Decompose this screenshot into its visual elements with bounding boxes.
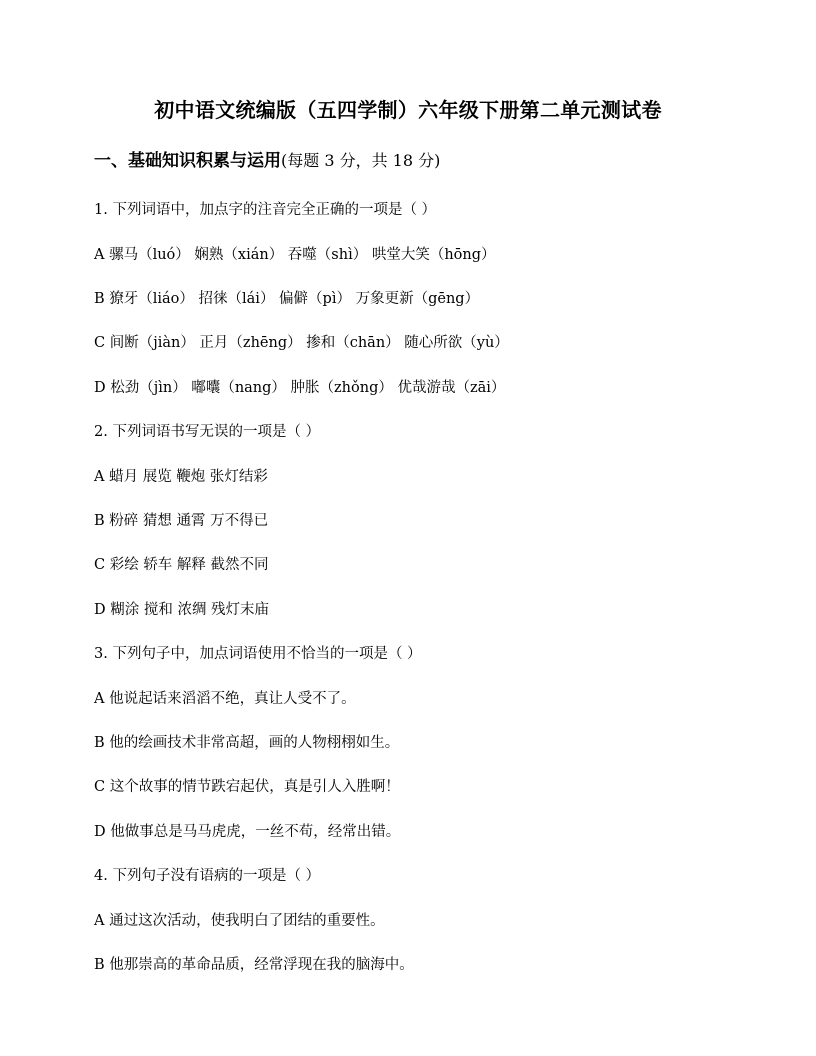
answer-option: C 这个故事的情节跌宕起伏，真是引人入胜啊！ — [94, 779, 400, 795]
answer-option: D 他做事总是马马虎虎，一丝不苟，经常出错。 — [94, 824, 401, 840]
question-stem: 1. 下列词语中，加点字的注音完全正确的一项是（ ） — [94, 202, 437, 218]
answer-option: B 獠牙（liáo） 招徕（lái） 偏僻（pì） 万象更新（gēng） — [94, 291, 480, 307]
answer-option: A 他说起话来滔滔不绝，真让人受不了。 — [94, 691, 356, 707]
answer-option: C 彩绘 轿车 解释 截然不同 — [94, 557, 269, 573]
page-title: 初中语文统编版（五四学制）六年级下册第二单元测试卷 — [154, 98, 662, 122]
answer-option: A 通过这次活动，使我明白了团结的重要性。 — [94, 913, 385, 929]
answer-option: D 糊涂 搅和 浓绸 残灯末庙 — [94, 602, 270, 618]
answer-option: A 蜡月 展览 鞭炮 张灯结彩 — [94, 469, 268, 485]
answer-option: B 他那崇高的革命品质，经常浮现在我的脑海中。 — [94, 957, 414, 973]
answer-option: A 骡马（luó） 娴熟（xián） 吞噬（shì） 哄堂大笑（hōng） — [94, 247, 496, 263]
section-heading-note: (每题 3 分，共 18 分) — [281, 151, 441, 170]
section-heading — [94, 148, 440, 174]
section-heading-label: 一、基础知识积累与运用 — [94, 151, 281, 171]
answer-option: C 间断（jiàn） 正月（zhēng） 掺和（chān） 随心所欲（yù） — [94, 335, 509, 351]
answer-option: B 粉碎 猜想 通霄 万不得已 — [94, 513, 269, 529]
question-stem: 4. 下列句子没有语病的一项是（ ） — [94, 868, 321, 884]
question-stem: 2. 下列词语书写无误的一项是（ ） — [94, 424, 321, 440]
answer-option: D 松劲（jìn） 嘟囔（nang） 肿胀（zhǒng） 优哉游哉（zāi） — [94, 380, 506, 396]
question-stem: 3. 下列句子中，加点词语使用不恰当的一项是（ ） — [94, 646, 422, 662]
answer-option: B 他的绘画技术非常高超，画的人物栩栩如生。 — [94, 735, 400, 751]
